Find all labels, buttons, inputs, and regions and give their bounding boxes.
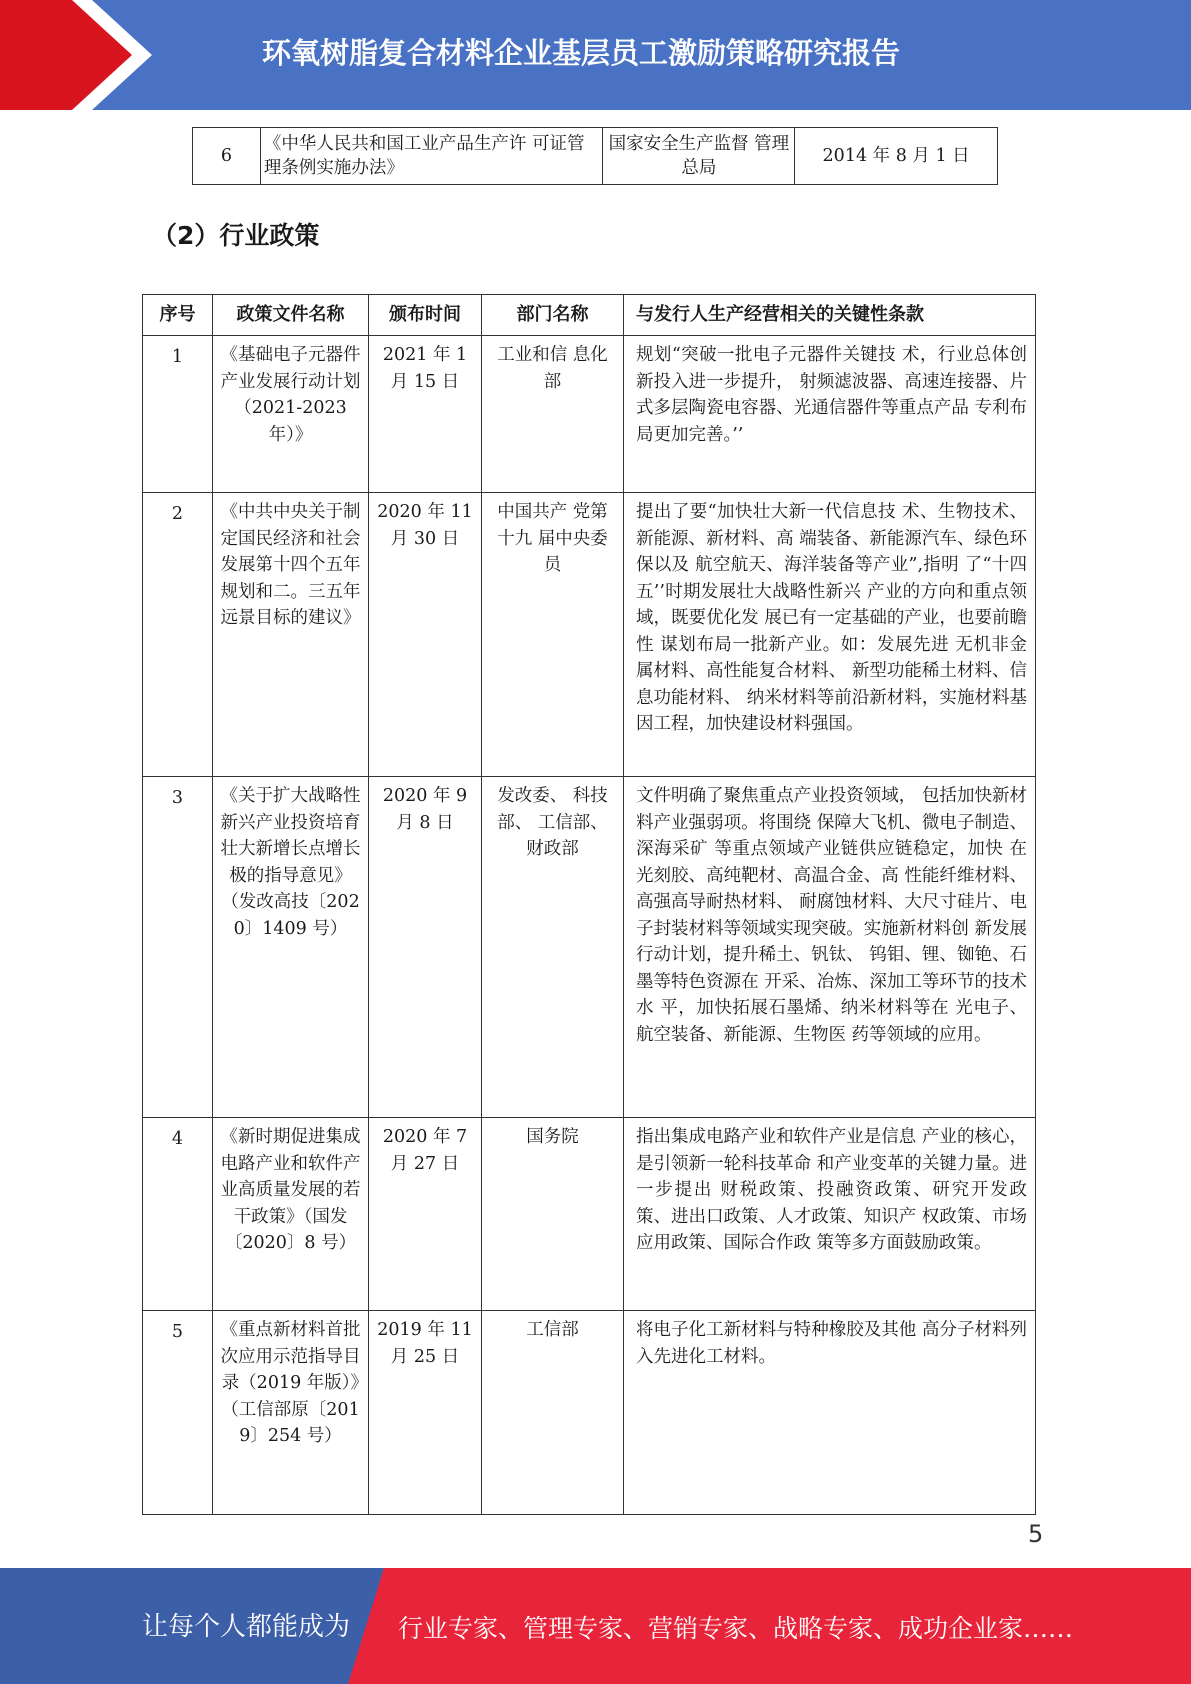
policy-name: 《新时期促进集成电路产业和软件产业高质量发展的若干政策》（国发〔2020〕8 号）: [213, 1118, 369, 1311]
issue-date: 2014 年 8 月 1 日: [795, 128, 998, 185]
policy-name: 《中共中央关于制定国民经济和社会发展第十四个五年规划和二。三五年远景目标的建议》: [213, 493, 369, 777]
table-row: [143, 336, 1036, 493]
row-number: 1: [143, 336, 213, 493]
department-name: 工信部: [482, 1311, 624, 1515]
row-number: 6: [193, 128, 261, 185]
department-name: 国家安全生产监督 管理总局: [603, 128, 795, 185]
issue-date: 2020 年 9 月 8 日: [369, 777, 482, 1118]
header-number: 序号: [143, 295, 213, 336]
header-key-clauses: 与发行人生产经营相关的关键性条款: [624, 295, 1036, 336]
key-clause: 指出集成电路产业和软件产业是信息 产业的核心，是引领新一轮科技革命 和产业变革的关键力量。进一步提出 财税政策、投融资政策、研究开发政 策、进出口政策、人才政策、知识产 权政策、市场应用政策、国际合作政 策等多方面鼓励政策。: [624, 1118, 1036, 1311]
header-issue-date: 颁布时间: [369, 295, 482, 336]
row-number: 4: [143, 1118, 213, 1311]
table-row: [143, 493, 1036, 777]
section-heading: （2）行业政策: [152, 221, 320, 250]
previous-law-table: [192, 127, 998, 185]
issue-date: 2020 年 11 月 30 日: [369, 493, 482, 777]
policy-name: 《基础电子元器件产业发展行动计划（2021-2023年）》: [213, 336, 369, 493]
footer-slogan-left: 让每个人都能成为: [142, 1612, 351, 1642]
key-clause: 提出了要“加快壮大新一代信息技 术、生物技术、新能源、新材料、高 端装备、新能源汽车、绿色环保以及 航空航天、海洋装备等产业”,指明 了“十四五’’时期发展壮大战略性新兴 产业的方向和重点领域，既要优化发 展已有一定基础的产业，也要前瞻性 谋划布局一批新产业。如：发展先进 无机非金属材料、高性能复合材料、 新型功能稀土材料、信息功能材料、 纳米材料等前沿新材料，实施材料基 因工程，加快建设材料强国。: [624, 493, 1036, 777]
row-number: 3: [143, 777, 213, 1118]
department-name: 国务院: [482, 1118, 624, 1311]
table-row: [193, 128, 998, 185]
document-title: 环氧树脂复合材料企业基层员工激励策略研究报告: [262, 36, 901, 70]
key-clause: 将电子化工新材料与特种橡胶及其他 高分子材料列入先进化工材料。: [624, 1311, 1036, 1515]
footer-slogan-right: 行业专家、管理专家、营销专家、战略专家、成功企业家……: [398, 1614, 1074, 1643]
issue-date: 2020 年 7 月 27 日: [369, 1118, 482, 1311]
page-header: [0, 0, 1191, 110]
department-name: 工业和信 息化部: [482, 336, 624, 493]
row-number: 2: [143, 493, 213, 777]
page-number: 5: [1028, 1520, 1044, 1548]
table-row: [143, 777, 1036, 1118]
policy-name: 《重点新材料首批次应用示范指导目录（2019 年版）》（工信部原〔2019〕254 号）: [213, 1311, 369, 1515]
industry-policy-table: [142, 294, 1036, 1515]
header-department: 部门名称: [482, 295, 624, 336]
policy-name: 《关于扩大战略性新兴产业投资培育壮大新增长点增长极的指导意见》（发改高技〔2020〕1409 号）: [213, 777, 369, 1118]
law-name: 《中华人民共和国工业产品生产许 可证管理条例实施办法》: [260, 128, 603, 185]
table-row: [143, 1311, 1036, 1515]
key-clause: 规划“突破一批电子元器件关键技 术，行业总体创新投入进一步提升， 射频滤波器、高速连接器、片式多层陶瓷电容器、光通信器件等重点产品 专利布局更加完善。’’: [624, 336, 1036, 493]
key-clause: 文件明确了聚焦重点产业投资领域， 包括加快新材料产业强弱项。将围绕 保障大飞机、微电子制造、深海采矿 等重点领域产业链供应链稳定，加快 在光刻胶、高纯靶材、高温合金、高 性能纤维材料、高强高导耐热材料、 耐腐蚀材料、大尺寸硅片、电子封装材料等领域实现突破。实施新材料创 新发展行动计划，提升稀土、钒钛、 钨钼、锂、铷铯、石墨等特色资源在 开采、冶炼、深加工等环节的技术水 平，加快拓展石墨烯、纳米材料等在 光电子、航空装备、新能源、生物医 药等领域的应用。: [624, 777, 1036, 1118]
department-name: 中国共产 党第十九 届中央委 员: [482, 493, 624, 777]
issue-date: 2019 年 11 月 25 日: [369, 1311, 482, 1515]
table-header-row: [143, 295, 1036, 336]
header-policy-name: 政策文件名称: [213, 295, 369, 336]
row-number: 5: [143, 1311, 213, 1515]
table-row: [143, 1118, 1036, 1311]
issue-date: 2021 年 1 月 15 日: [369, 336, 482, 493]
department-name: 发改委、 科技部、 工信部、 财政部: [482, 777, 624, 1118]
page-footer: [0, 1568, 1191, 1684]
